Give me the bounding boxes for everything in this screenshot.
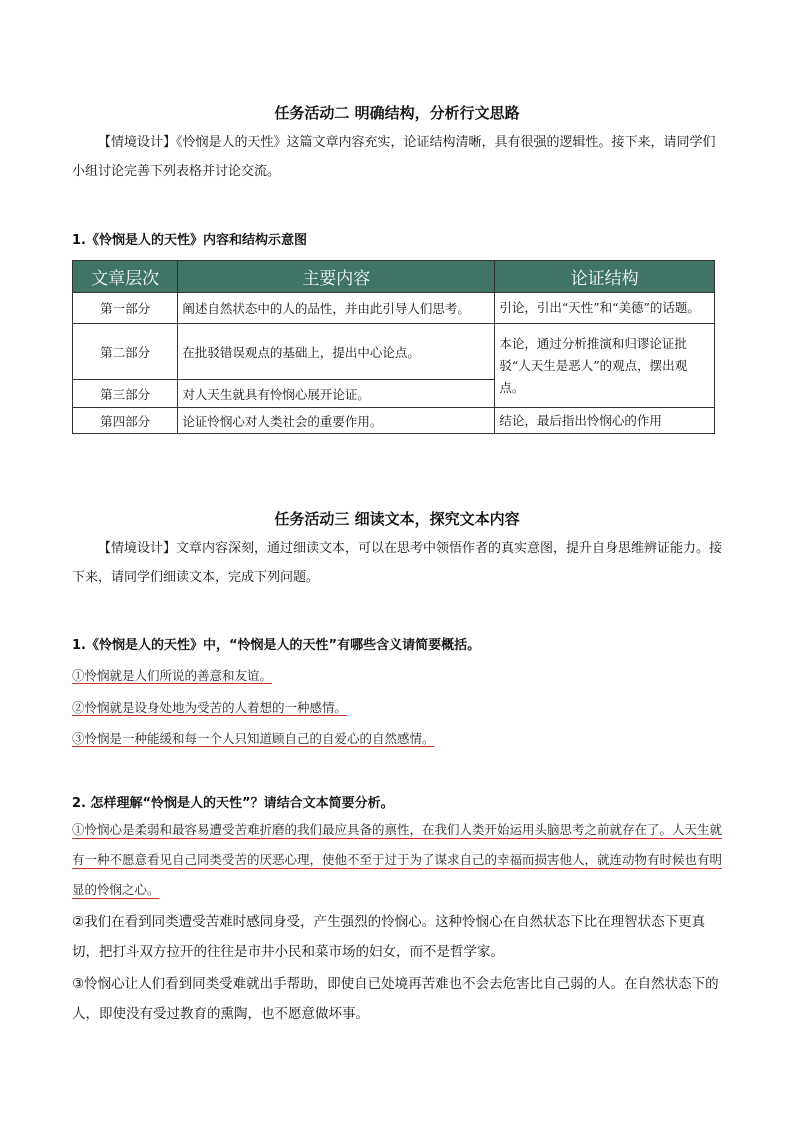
activity2-intro: 【情境设计】《怜悯是人的天性》这篇文章内容充实，论证结构清晰，具有很强的逻辑性。接下来，请同学们小组讨论完善下列表格并讨论交流。 — [72, 135, 716, 179]
q1-answer-1: ①怜悯就是人们所说的善意和友谊。 — [72, 668, 273, 683]
structure-table — [72, 260, 715, 434]
table-header-cell: 文章层次 — [73, 261, 178, 293]
structure-cell: 结论，最后指出怜悯心的作用 — [495, 408, 715, 434]
level-cell: 第三部分 — [73, 380, 178, 408]
table-row — [73, 324, 715, 380]
level-cell: 第四部分 — [73, 408, 178, 434]
content-cell: 阐述自然状态中的人的品性，并由此引导人们思考。 — [178, 293, 495, 324]
q1-answer-2: ②怜悯就是设身处地为受苦的人着想的一种感情。 — [72, 700, 348, 715]
level-cell: 第二部分 — [73, 324, 178, 380]
q1-answer-3: ③怜悯是一种能缓和每一个人只知道顾自己的自爱心的自然感情。 — [72, 731, 435, 746]
activity3-title: 任务活动三 细读文本，探究文本内容 — [274, 510, 520, 528]
q2-answer-1: ①怜悯心是柔弱和最容易遭受苦难折磨的我们最应具备的禀性，在我们人类开始运用头脑思考之前就存在了。人天生就有一种不愿意看见自己同类受苦的厌恶心理，使他不至于过于为了谋求自己的幸福而损害他人，就连动物有时候也有明显的怜悯之心。 — [72, 822, 723, 897]
activity3-q2-title: 2. 怎样理解“怜悯是人的天性”？请结合文本简要分析。 — [72, 796, 394, 811]
table-row — [73, 293, 715, 324]
q2-answer-3: ③怜悯心让人们看到同类受难就出手帮助，即使自已处境再苦难也不会去危害比自己弱的人。在自然状态下的人，即使没有受过教育的熏陶，也不愿意做坏事。 — [72, 976, 719, 1022]
table-header-cell: 论证结构 — [495, 261, 715, 293]
activity3-intro: 【情境设计】文章内容深刻，通过细读文本，可以在思考中领悟作者的真实意图，提升自身思维辨证能力。接下来，请同学们细读文本，完成下列问题。 — [72, 541, 723, 585]
activity3-q1-title: 1.《怜悯是人的天性》中，“怜悯是人的天性”有哪些含义请简要概括。 — [72, 638, 481, 653]
content-cell: 在批驳错误观点的基础上，提出中心论点。 — [178, 324, 495, 380]
content-cell: 对人天生就具有怜悯心展开论证。 — [178, 380, 495, 408]
structure-cell: 引论，引出“天性”和“美德”的话题。 — [495, 293, 715, 324]
table-header-cell: 主要内容 — [178, 261, 495, 293]
activity2-q1-title: 1.《怜悯是人的天性》内容和结构示意图 — [72, 233, 307, 248]
level-cell: 第一部分 — [73, 293, 178, 324]
structure-cell: 本论，通过分析推演和归谬论证批驳“人天生是恶人”的观点，摆出观点。 — [495, 324, 715, 408]
activity2-title: 任务活动二 明确结构，分析行文思路 — [274, 104, 520, 122]
table-header-row — [73, 261, 715, 293]
content-cell: 论证怜悯心对人类社会的重要作用。 — [178, 408, 495, 434]
table-row — [73, 408, 715, 434]
q2-answer-2: ②我们在看到同类遭受苦难时感同身受，产生强烈的怜悯心。这种怜悯心在自然状态下比在理智状态下更真切，把打斗双方拉开的往往是市井小民和菜市场的妇女，而不是哲学家。 — [72, 914, 706, 960]
